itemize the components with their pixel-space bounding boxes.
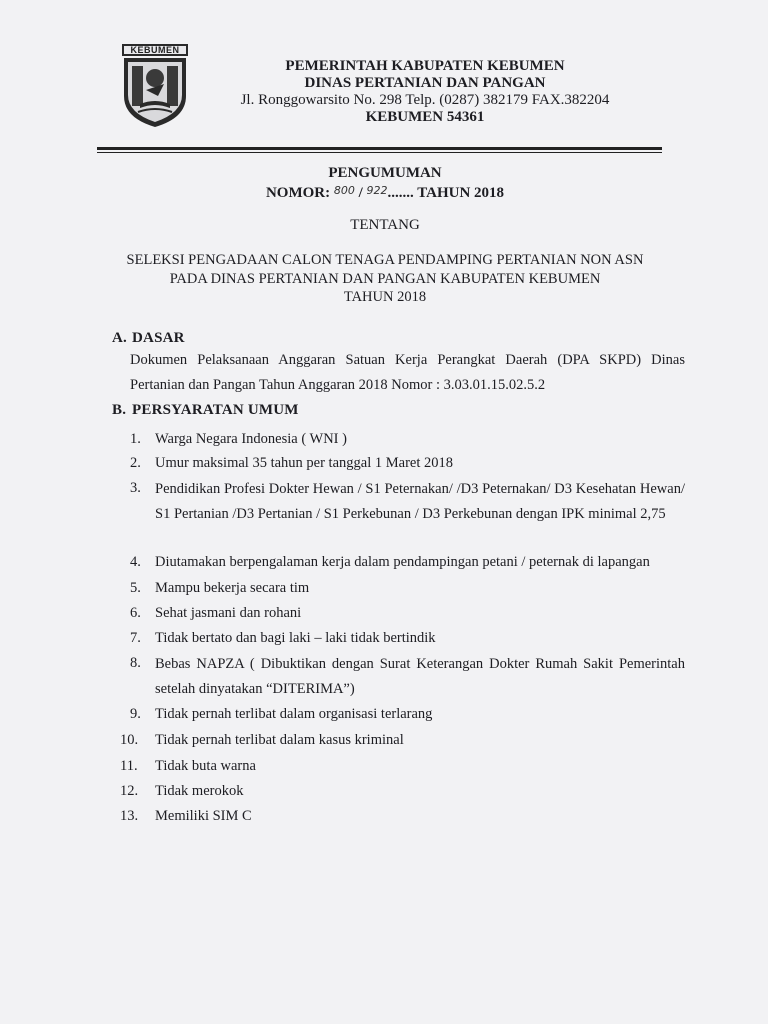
section-a-heading xyxy=(112,330,185,347)
announcement-heading: PENGUMUMAN xyxy=(328,165,442,181)
item-text: Memiliki SIM C xyxy=(155,808,252,824)
item-number: 2. xyxy=(130,455,141,471)
nomor-number-handwritten: 922 xyxy=(366,184,388,197)
announcement-subject xyxy=(95,251,675,307)
item-text: Diutamakan berpengalaman kerja dalam pendampingan petani / peternak di lapangan xyxy=(155,554,650,570)
item-text: Tidak bertato dan bagi laki – laki tidak bertindik xyxy=(155,630,436,646)
item-number: 5. xyxy=(130,580,141,596)
address-line: Jl. Ronggowarsito No. 298 Telp. (0287) 382179 FAX.382204 xyxy=(240,92,610,108)
item-text: Pendidikan Profesi Dokter Hewan / S1 Peternakan/ /D3 Peternakan/ D3 Kesehatan Hewan/ S1 Pertanian /D3 Pertanian / S1 Perkebunan / D3 Perkebunan dengan IPK minimal 2,75 xyxy=(155,481,685,522)
nomor-suffix: TAHUN 2018 xyxy=(413,185,505,201)
section-a-text: Dokumen Pelaksanaan Anggaran Satuan Kerja Perangkat Daerah (DPA SKPD) Dinas Pertanian dan Pangan Tahun Anggaran 2018 Nomor : 3.03.01.15.02.5.2 xyxy=(130,352,685,393)
kebumen-logo xyxy=(120,44,190,128)
nomor-separator: / xyxy=(354,185,367,201)
nomor-prefix: NOMOR: xyxy=(265,185,334,201)
item-number: 8. xyxy=(130,655,141,671)
government-name: PEMERINTAH KABUPATEN KEBUMEN xyxy=(285,58,565,74)
item-number: 1. xyxy=(130,431,141,447)
department-name: DINAS PERTANIAN DAN PANGAN xyxy=(304,75,546,91)
item-text: Tidak pernah terlibat dalam kasus kriminal xyxy=(155,732,404,748)
item-text: Tidak merokok xyxy=(155,783,244,799)
item-number: 3. xyxy=(130,480,141,496)
subject-line-1: SELEKSI PENGADAAN CALON TENAGA PENDAMPING PERTANIAN NON ASN xyxy=(126,252,644,268)
nomor-dots: ....... xyxy=(387,185,414,201)
item-text: Mampu bekerja secara tim xyxy=(155,580,310,596)
item-text: Sehat jasmani dan rohani xyxy=(155,605,302,621)
section-b-letter: B. xyxy=(112,402,127,418)
city-postcode: KEBUMEN 54361 xyxy=(365,109,485,125)
regency-emblem-icon xyxy=(120,44,190,128)
item-number: 6. xyxy=(130,605,141,621)
item-text: Bebas NAPZA ( Dibuktikan dengan Surat Keterangan Dokter Rumah Sakit Pemerintah setelah dinyatakan “DITERIMA”) xyxy=(155,656,685,697)
item-number: 10. xyxy=(120,732,139,748)
item-text: Tidak buta warna xyxy=(155,758,256,774)
announcement-number xyxy=(150,182,620,202)
section-b-heading xyxy=(112,402,299,419)
item-number: 11. xyxy=(120,758,138,774)
letterhead-divider-thin xyxy=(97,152,662,153)
letterhead-divider-thick xyxy=(97,147,662,150)
item-number: 12. xyxy=(120,783,139,799)
item-text: Warga Negara Indonesia ( WNI ) xyxy=(155,431,347,447)
logo-label: KEBUMEN xyxy=(130,45,180,55)
item-text: Umur maksimal 35 tahun per tanggal 1 Maret 2018 xyxy=(155,455,453,471)
section-a-title: DASAR xyxy=(132,330,185,346)
subject-line-3: TAHUN 2018 xyxy=(343,289,427,305)
tentang-label: TENTANG xyxy=(350,217,420,233)
item-number: 9. xyxy=(130,706,141,722)
letterhead xyxy=(215,58,635,126)
section-b-title: PERSYARATAN UMUM xyxy=(132,402,299,418)
item-text: Tidak pernah terlibat dalam organisasi terlarang xyxy=(155,706,433,722)
subject-line-2: PADA DINAS PERTANIAN DAN PANGAN KABUPATEN KEBUMEN xyxy=(169,270,601,287)
section-a-letter: A. xyxy=(112,330,127,346)
item-number: 13. xyxy=(120,808,139,824)
announcement-title xyxy=(150,164,620,202)
item-number: 7. xyxy=(130,630,141,646)
nomor-code-handwritten: 800 xyxy=(333,184,355,197)
item-number: 4. xyxy=(130,554,141,570)
